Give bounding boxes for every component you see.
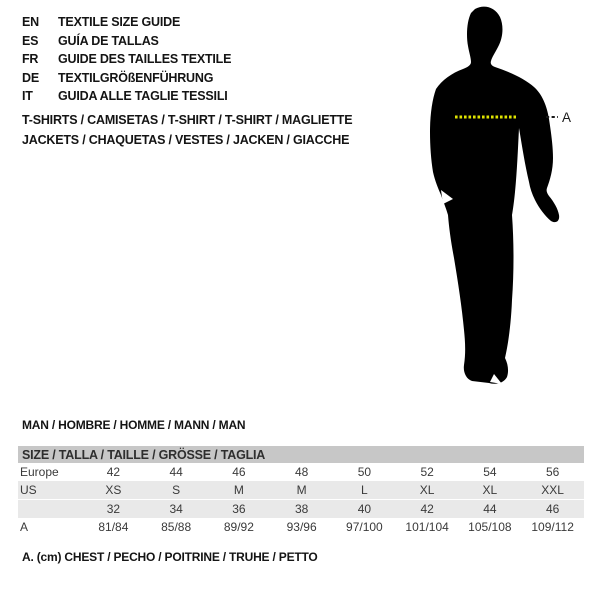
size-table-header: SIZE / TALLA / TAILLE / GRÖSSE / TAGLIA	[18, 446, 584, 463]
size-cell: 56	[545, 465, 560, 479]
table-row-chest	[18, 518, 584, 536]
measurement-footnote: A. (cm) CHEST / PECHO / POITRINE / TRUHE / PETTO	[22, 550, 318, 564]
size-cell: 44	[169, 465, 183, 479]
size-cell: 105/108	[468, 520, 512, 534]
language-row-es	[22, 32, 231, 51]
language-title: TEXTILE SIZE GUIDE	[58, 15, 181, 29]
size-table-grid	[18, 463, 584, 536]
language-code: ES	[22, 33, 39, 48]
language-code: IT	[22, 89, 33, 104]
size-cell: XL	[459, 481, 522, 500]
size-cell: 54	[483, 465, 497, 479]
size-cell: 97/100	[346, 520, 383, 534]
size-cell: 40	[333, 500, 396, 519]
row-label	[18, 500, 82, 519]
size-cell: XS	[82, 481, 145, 500]
size-cell: 42	[396, 500, 459, 519]
language-row-it	[22, 87, 231, 106]
size-cell: 38	[270, 500, 333, 519]
size-cell: 48	[294, 465, 309, 479]
language-code: FR	[22, 52, 39, 67]
size-cell: M	[270, 481, 333, 500]
row-label: A	[20, 520, 29, 534]
size-cell: 46	[521, 500, 584, 519]
language-code: EN	[22, 15, 39, 29]
size-cell: 101/104	[405, 520, 449, 534]
measure-label-a: A	[562, 110, 572, 125]
language-title: GUÍA DE TALLAS	[58, 33, 159, 48]
table-row-europe	[18, 463, 584, 481]
size-cell: 42	[106, 465, 121, 479]
language-title: TEXTILGRÖßENFÜHRUNG	[58, 70, 214, 85]
size-cell: 52	[420, 465, 434, 479]
size-cell: 32	[82, 500, 145, 519]
language-row-de	[22, 69, 231, 88]
size-cell: 34	[145, 500, 208, 519]
size-cell: XXL	[521, 481, 584, 500]
size-cell: 109/112	[531, 520, 574, 534]
table-row-us	[18, 481, 584, 500]
size-cell: 89/92	[223, 520, 254, 534]
size-cell: 81/84	[98, 520, 129, 534]
size-table	[18, 446, 584, 536]
row-label: US	[18, 481, 82, 500]
category-line-jackets: JACKETS / CHAQUETAS / VESTES / JACKEN / GIACCHE	[22, 132, 350, 147]
size-cell: 85/88	[161, 520, 192, 534]
language-list	[22, 13, 231, 106]
language-title: GUIDE DES TAILLES TEXTILE	[58, 52, 232, 67]
section-title-man: MAN / HOMBRE / HOMME / MANN / MAN	[22, 418, 246, 432]
language-row-en	[22, 13, 231, 32]
row-label: Europe	[20, 465, 59, 479]
size-cell: L	[333, 481, 396, 500]
size-cell: S	[145, 481, 208, 500]
language-title: GUIDA ALLE TAGLIE TESSILI	[58, 89, 228, 104]
man-silhouette	[390, 0, 600, 410]
language-row-fr	[22, 50, 231, 69]
size-cell: 44	[459, 500, 522, 519]
table-row-uk	[18, 500, 584, 519]
size-cell: 36	[208, 500, 271, 519]
man-silhouette-figure	[390, 0, 600, 410]
size-cell: 93/96	[286, 520, 317, 534]
size-cell: M	[208, 481, 271, 500]
language-code: DE	[22, 70, 39, 85]
category-line-tshirts: T-SHIRTS / CAMISETAS / T-SHIRT / T-SHIRT / MAGLIETTE	[22, 113, 353, 127]
size-cell: XL	[396, 481, 459, 500]
man-silhouette-body	[430, 7, 559, 384]
garment-categories	[22, 111, 352, 150]
size-cell: 46	[232, 465, 246, 479]
size-cell: 50	[357, 465, 372, 479]
